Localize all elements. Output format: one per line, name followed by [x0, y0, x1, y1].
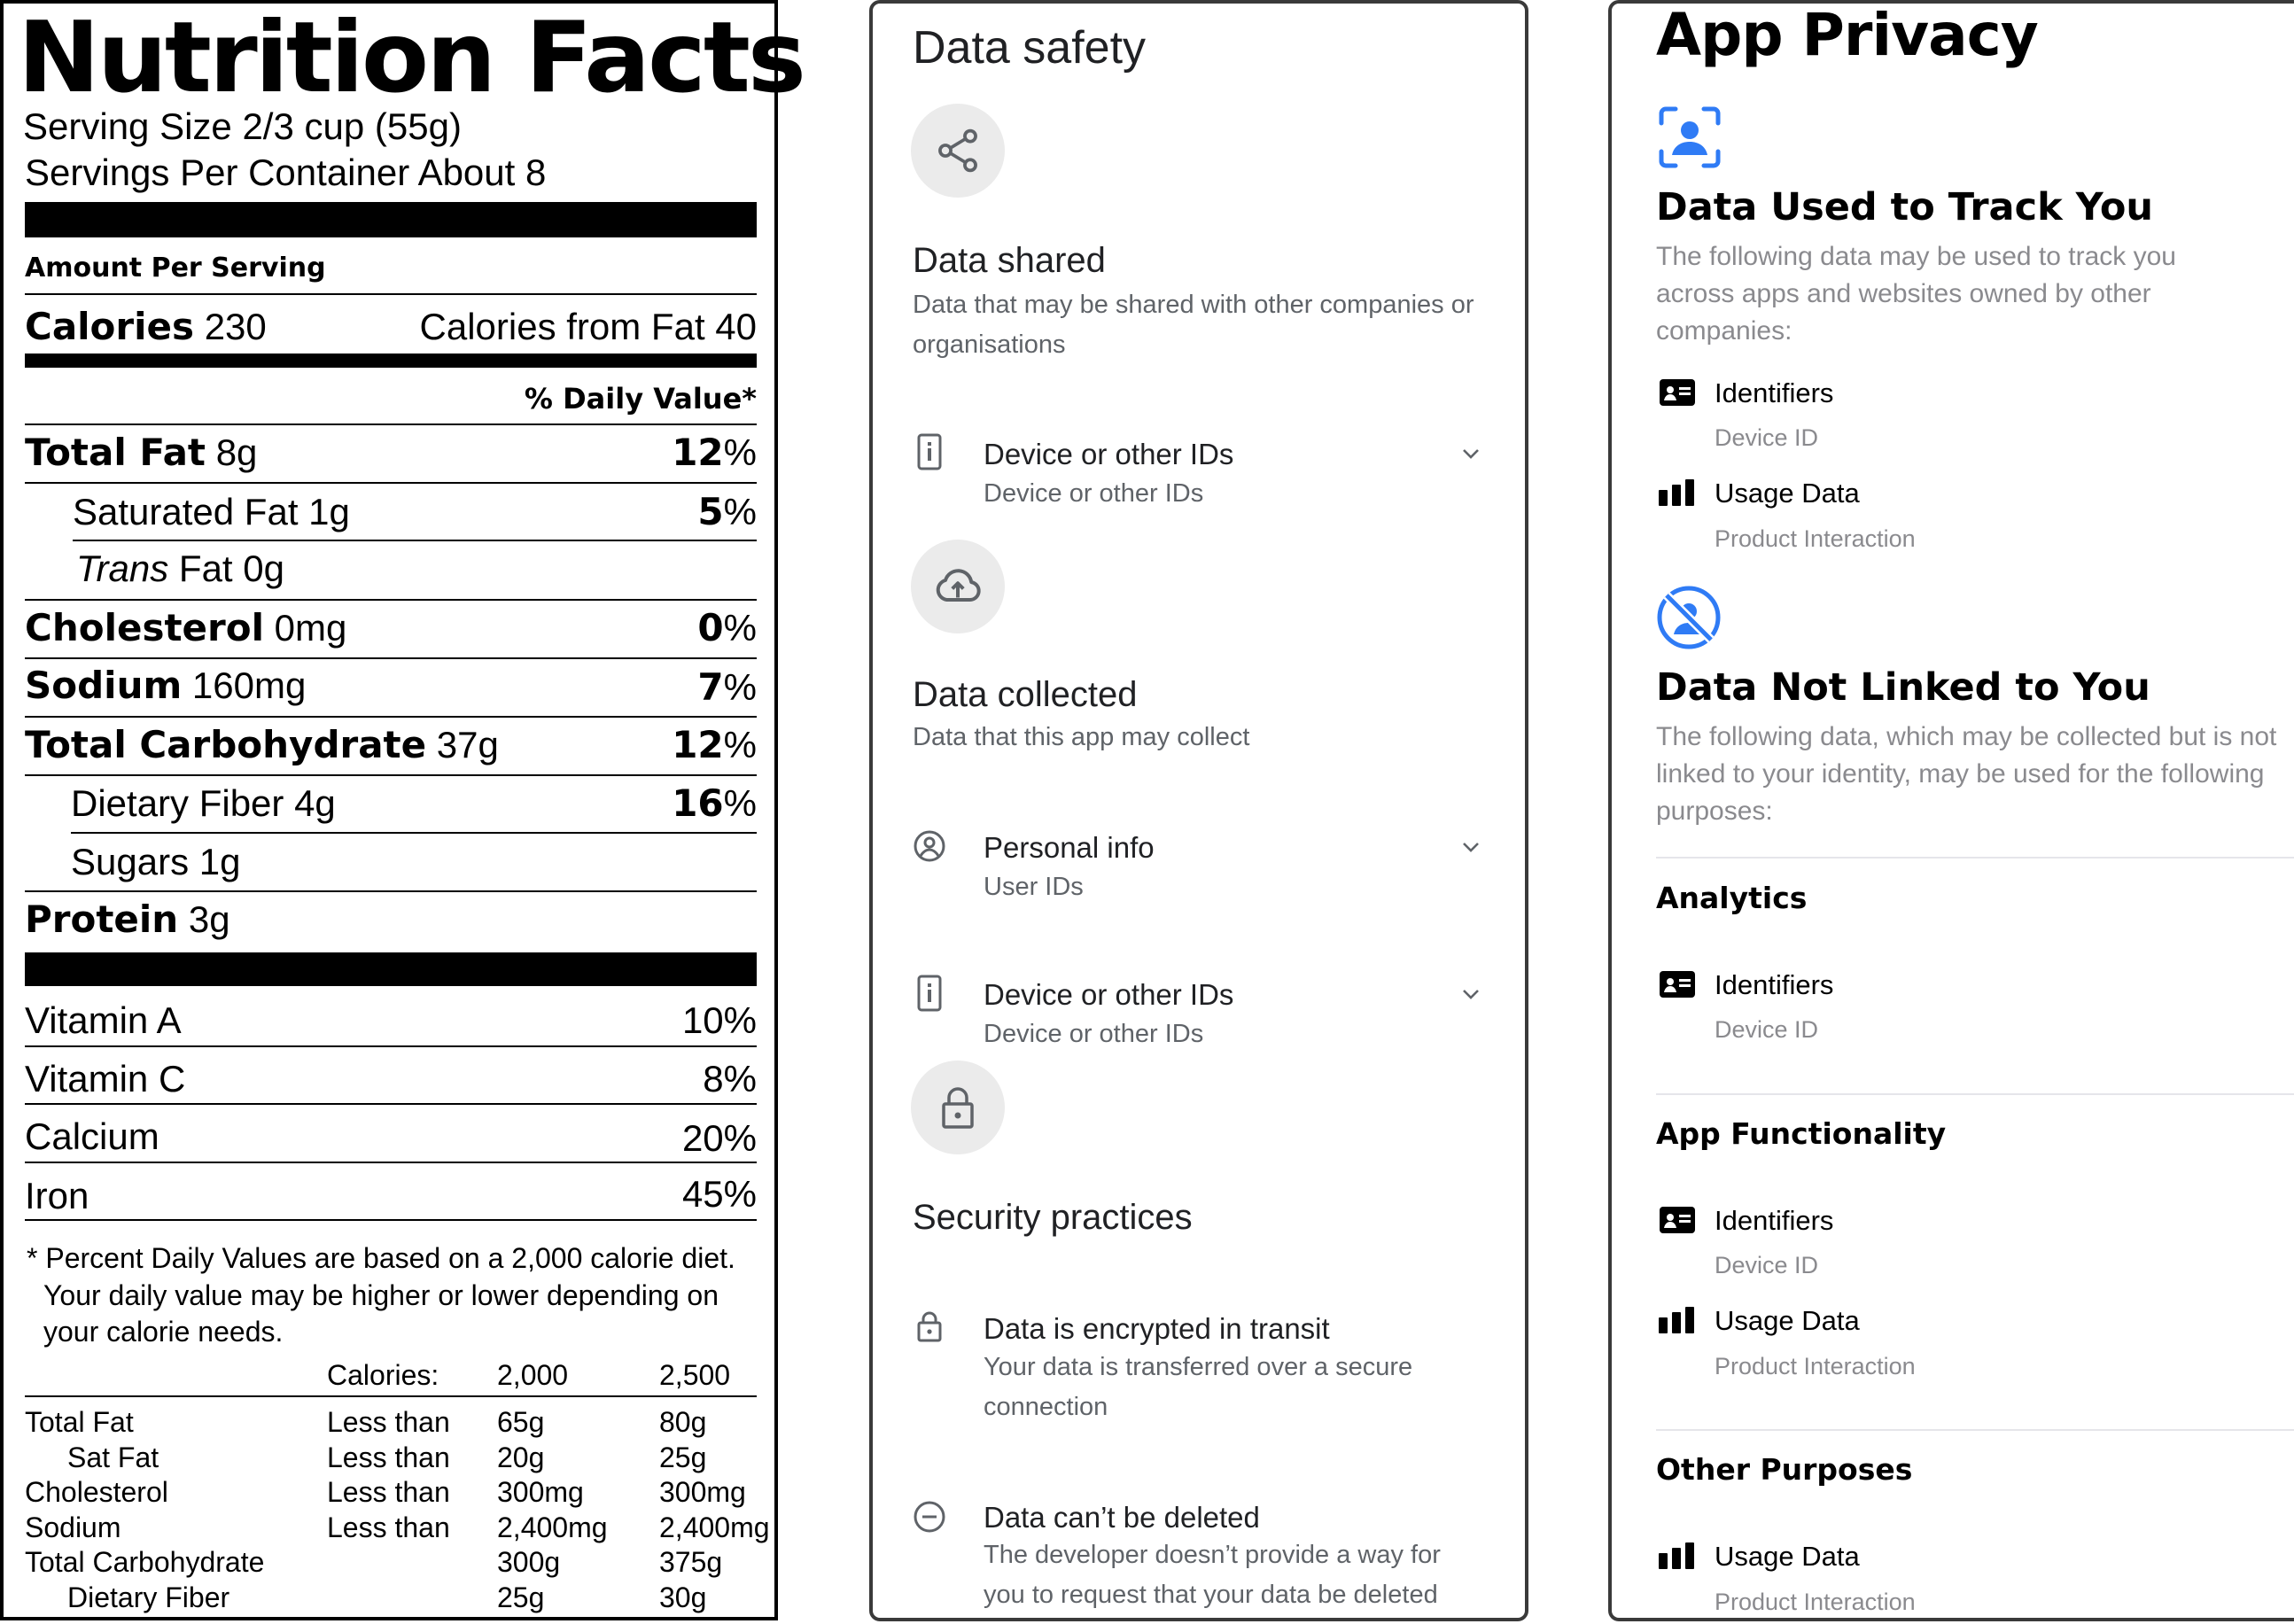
- nutrient-name: Total Carbohydrate: [25, 723, 427, 766]
- item-subtitle: The developer doesn’t provide a way for you to request that your data be deleted: [984, 1541, 1441, 1609]
- data-safety-panel: [869, 0, 1528, 1621]
- divider: [25, 657, 757, 659]
- nutrient-name: Protein: [25, 897, 179, 941]
- dv-percent: %: [723, 491, 757, 532]
- table-row-name: Sodium: [25, 1511, 121, 1543]
- bar-chart-icon: [1658, 1305, 1697, 1335]
- id-card-icon: [1658, 1205, 1697, 1235]
- nutrition-facts-label: [0, 0, 804, 1620]
- table-row-name: Total Fat: [25, 1406, 134, 1438]
- cloud-upload-icon: [911, 540, 1005, 633]
- item-title: Data can’t be deleted: [984, 1501, 1260, 1534]
- divider: [25, 1103, 757, 1105]
- nutrient-name: Fat: [168, 548, 233, 589]
- calories-label: Calories: [25, 305, 195, 348]
- item-title: Device or other IDs: [984, 978, 1234, 1011]
- serving-size: Serving Size 2/3 cup (55g): [23, 105, 462, 147]
- nutrient-dv: [672, 431, 757, 474]
- nutrient-row: [71, 843, 240, 881]
- vitamin-value: 10%: [681, 999, 757, 1041]
- divider: [25, 1395, 757, 1397]
- minus-circle-icon: [913, 1498, 946, 1535]
- nutrient-row: [25, 664, 307, 707]
- item-subtitle: User IDs: [984, 873, 1084, 901]
- table-row-2500: 30g: [659, 1581, 707, 1613]
- calories-from-fat: Calories from Fat 40: [419, 306, 757, 347]
- table-row-2000: 20g: [497, 1441, 545, 1473]
- nutrient-amount: 1g: [308, 491, 350, 532]
- bar-chart-icon: [1658, 478, 1697, 508]
- nutrient-name-italic: Trans: [76, 548, 169, 589]
- nutrient-dv: [672, 723, 757, 766]
- divider: [25, 716, 757, 718]
- app-privacy-title: App Privacy: [1656, 1, 2038, 69]
- vitamin-name: Vitamin A: [25, 999, 182, 1041]
- item-title: Identifiers: [1715, 1205, 1834, 1236]
- separator: [1656, 1093, 2294, 1095]
- nutrient-amount: 37g: [436, 724, 499, 765]
- table-row-2000: 65g: [497, 1406, 545, 1438]
- nutrient-dv: [697, 490, 757, 533]
- data-safety-title: Data safety: [913, 22, 1147, 74]
- data-collected-subtitle: Data that this app may collect: [913, 723, 1250, 751]
- dv-number: 5: [697, 490, 724, 533]
- chevron-down-icon[interactable]: [1458, 440, 1484, 467]
- nutrient-amount: 3g: [188, 898, 230, 940]
- chevron-down-icon[interactable]: [1458, 981, 1484, 1007]
- item-subtitle: Product Interaction: [1715, 525, 1916, 552]
- nutrient-amount: 1g: [198, 841, 241, 882]
- item-title: Data is encrypted in transit: [984, 1312, 1330, 1345]
- nutrient-row: [71, 782, 336, 824]
- chevron-down-icon[interactable]: [1458, 834, 1484, 860]
- table-row-name: Total Carbohydrate: [25, 1546, 265, 1578]
- table-row-2000: 2,400mg: [497, 1511, 608, 1543]
- servings-per-container: Servings Per Container About 8: [25, 152, 547, 193]
- dv-percent: %: [723, 431, 757, 473]
- nutrient-name: Sugars: [71, 841, 190, 882]
- data-shared-title: Data shared: [913, 241, 1106, 280]
- thick-divider: [25, 202, 757, 237]
- dv-percent: %: [723, 666, 757, 708]
- item-subtitle: Device ID: [1715, 1252, 1819, 1278]
- nutrient-row: [25, 723, 499, 766]
- footnote-line: Your daily value may be higher or lower depending on: [43, 1279, 719, 1311]
- divider: [25, 774, 757, 776]
- nutrient-name: Saturated Fat: [73, 491, 299, 532]
- table-row-2000: 300g: [497, 1546, 561, 1578]
- item-title: Personal info: [984, 831, 1155, 864]
- item-subtitle: Product Interaction: [1715, 1589, 1916, 1615]
- phone-icon: [913, 975, 946, 1012]
- thick-divider: [25, 952, 757, 986]
- table-row-2500: 25g: [659, 1441, 707, 1473]
- phone-icon: [913, 433, 946, 470]
- calories-row: [25, 305, 267, 348]
- table-row-2500: 375g: [659, 1546, 723, 1578]
- not-linked-description: The following data, which may be collected but is not linked to your identity, may be used for the following purposes:: [1656, 722, 2277, 826]
- item-subtitle: Device ID: [1715, 424, 1819, 451]
- share-icon: [911, 104, 1005, 198]
- vitamin-value: 45%: [681, 1173, 757, 1215]
- vitamin-name: Calcium: [25, 1115, 159, 1157]
- nutrient-name: Sodium: [25, 664, 183, 707]
- calories-value: 230: [204, 306, 267, 347]
- item-subtitle: Device or other IDs: [984, 479, 1204, 508]
- dv-percent: %: [723, 782, 757, 824]
- dv-number: 12: [672, 723, 724, 766]
- footnote-line: * Percent Daily Values are based on a 2,000 calorie diet.: [27, 1242, 735, 1274]
- person-circle-icon: [913, 828, 946, 865]
- table-row-qualifier: Less than: [327, 1406, 450, 1438]
- nutrient-dv: [697, 606, 757, 649]
- table-header-label: Calories:: [327, 1359, 439, 1391]
- nutrient-name: Cholesterol: [25, 606, 264, 649]
- table-row-2500: 2,400mg: [659, 1511, 770, 1543]
- security-practices-title: Security practices: [913, 1198, 1193, 1237]
- nutrient-dv: [672, 781, 757, 825]
- divider: [25, 1045, 757, 1047]
- nutrient-row: [25, 431, 258, 474]
- nutrient-amount: 0g: [243, 548, 284, 589]
- item-subtitle: Product Interaction: [1715, 1353, 1916, 1379]
- not-linked-title: Data Not Linked to You: [1656, 665, 2150, 710]
- id-card-icon: [1658, 377, 1697, 408]
- dv-number: 0: [697, 606, 724, 649]
- dv-percent: %: [723, 607, 757, 649]
- lock-icon: [913, 1308, 946, 1345]
- separator: [1656, 1429, 2294, 1431]
- table-row-2500: 80g: [659, 1406, 707, 1438]
- separator: [1656, 857, 2294, 859]
- section-other-purposes-title: Other Purposes: [1656, 1452, 1913, 1487]
- item-title: Usage Data: [1715, 478, 1860, 509]
- nutrient-row: [76, 550, 284, 587]
- data-collected-title: Data collected: [913, 675, 1138, 714]
- item-title: Identifiers: [1715, 969, 1834, 1000]
- table-row-qualifier: Less than: [327, 1511, 450, 1543]
- person-not-linked-icon: [1656, 585, 1722, 650]
- table-header-2500: 2,500: [659, 1359, 731, 1391]
- item-title: Usage Data: [1715, 1305, 1860, 1336]
- id-card-icon: [1658, 969, 1697, 999]
- amount-per-serving: Amount Per Serving: [25, 253, 326, 284]
- vitamin-name: Vitamin C: [25, 1058, 186, 1100]
- dv-number: 16: [672, 781, 724, 825]
- section-app-functionality-title: App Functionality: [1656, 1116, 1947, 1151]
- table-row-name: Dietary Fiber: [67, 1581, 230, 1613]
- data-shared-subtitle: Data that may be shared with other companies or organisations: [913, 291, 1474, 359]
- nutrient-name: Total Fat: [25, 431, 206, 474]
- divider: [25, 1219, 757, 1221]
- nutrient-amount: 4g: [294, 782, 336, 824]
- vitamin-name: Iron: [25, 1175, 89, 1216]
- bar-chart-icon: [1658, 1541, 1697, 1571]
- item-title: Identifiers: [1715, 377, 1834, 408]
- lock-icon: [911, 1061, 1005, 1154]
- medium-divider: [25, 354, 757, 368]
- dv-number: 12: [672, 431, 724, 474]
- table-row-2000: 25g: [497, 1581, 545, 1613]
- divider: [73, 540, 757, 541]
- divider: [25, 599, 757, 601]
- section-analytics-title: Analytics: [1656, 881, 1808, 915]
- item-title: Device or other IDs: [984, 438, 1234, 470]
- person-tracking-icon: [1658, 105, 1722, 169]
- divider: [25, 1162, 757, 1163]
- divider: [25, 482, 757, 484]
- table-row-2000: 300mg: [497, 1476, 584, 1508]
- footnote-line: your calorie needs.: [43, 1316, 284, 1348]
- nutrient-amount: 160mg: [191, 664, 307, 706]
- app-privacy-panel: [1608, 0, 2294, 1621]
- table-row-name: Cholesterol: [25, 1476, 168, 1508]
- table-row-qualifier: Less than: [327, 1441, 450, 1473]
- nutrition-title: Nutrition Facts: [18, 1, 804, 115]
- divider: [25, 890, 757, 892]
- nutrient-dv: [697, 665, 757, 709]
- divider: [25, 293, 757, 295]
- dv-percent: %: [723, 724, 757, 765]
- table-row-qualifier: Less than: [327, 1476, 450, 1508]
- divider: [25, 423, 757, 425]
- item-title: Usage Data: [1715, 1541, 1860, 1572]
- track-description: The following data may be used to track you across apps and websites owned by other companies:: [1656, 242, 2176, 346]
- vitamin-value: 20%: [681, 1117, 757, 1159]
- daily-value-header: % Daily Value*: [524, 382, 757, 416]
- nutrient-name: Dietary Fiber: [71, 782, 284, 824]
- nutrient-row: [25, 606, 347, 649]
- dv-number: 7: [697, 665, 724, 709]
- nutrient-amount: 0mg: [274, 607, 347, 649]
- nutrient-row: [73, 493, 350, 531]
- table-row-name: Sat Fat: [67, 1441, 159, 1473]
- vitamin-value: 8%: [703, 1058, 757, 1100]
- item-subtitle: Your data is transferred over a secure connection: [984, 1353, 1413, 1421]
- table-row-2500: 300mg: [659, 1476, 746, 1508]
- divider: [71, 832, 757, 834]
- item-subtitle: Device or other IDs: [984, 1020, 1204, 1048]
- item-subtitle: Device ID: [1715, 1016, 1819, 1043]
- nutrient-amount: 8g: [215, 431, 258, 473]
- nutrient-row: [25, 897, 230, 941]
- table-header-2000: 2,000: [497, 1359, 569, 1391]
- track-title: Data Used to Track You: [1656, 185, 2153, 229]
